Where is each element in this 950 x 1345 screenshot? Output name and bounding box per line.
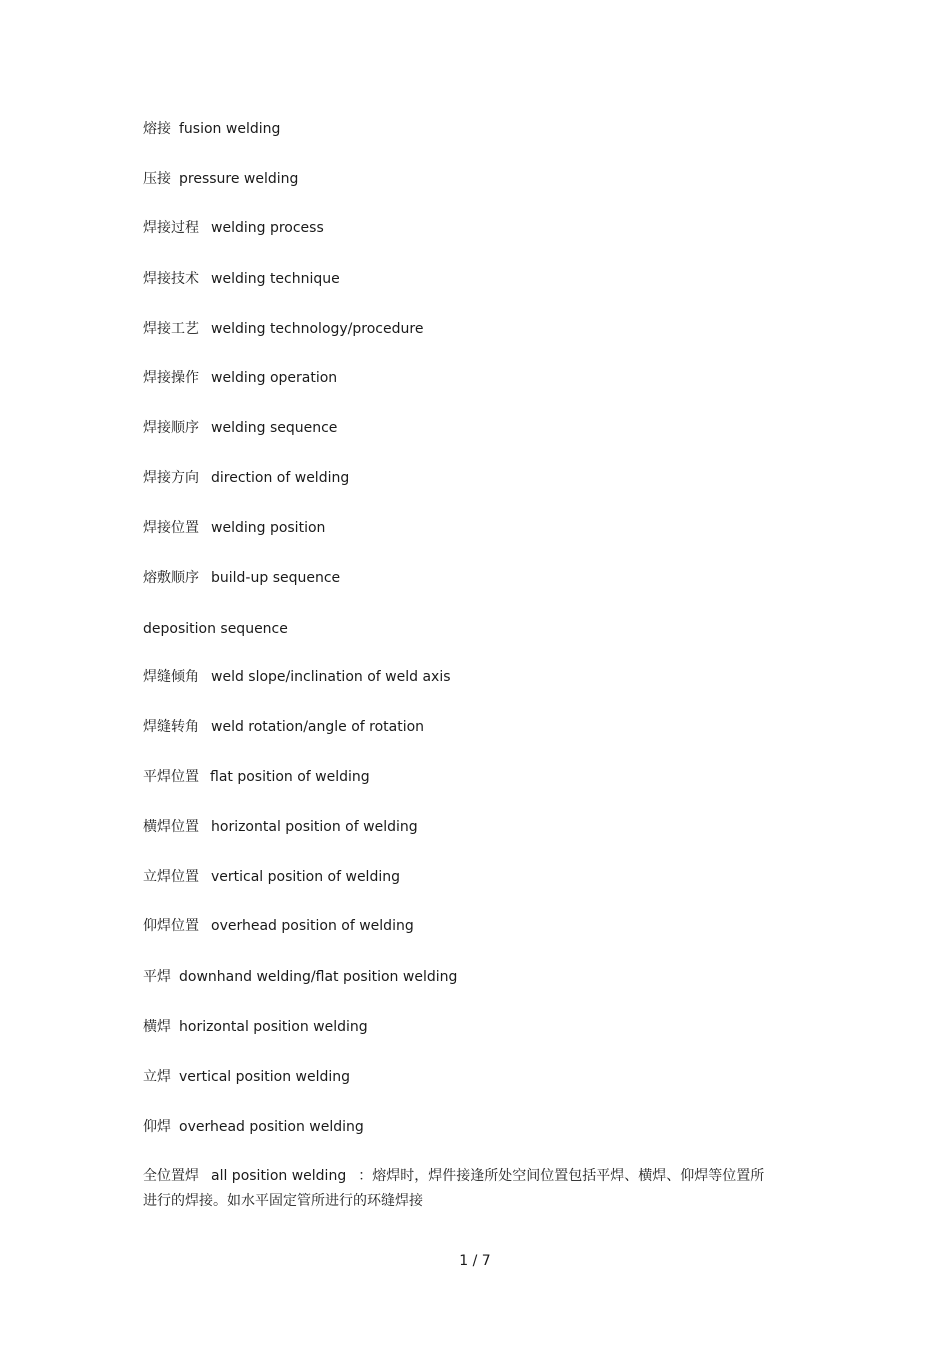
term-english: horizontal position welding <box>179 1019 368 1035</box>
term-entry <box>143 968 457 986</box>
term-definition: 熔焊时，焊件接逢所处空间位置包括平焊、横焊、仰焊等位置所进行的焊接。如水平固定管所进行的环缝焊接 <box>143 1168 765 1209</box>
term-entry-with-definition <box>143 1164 773 1214</box>
term-entry <box>143 419 337 437</box>
term-english: welding technology/procedure <box>211 321 424 337</box>
term-chinese: 焊缝倾角 <box>143 669 199 685</box>
term-english: pressure welding <box>179 171 299 187</box>
term-english: downhand welding/flat position welding <box>179 969 458 985</box>
term-entry <box>143 369 337 387</box>
term-entry <box>143 768 370 786</box>
term-english: welding position <box>211 520 326 536</box>
term-entry <box>143 569 340 587</box>
term-english: overhead position welding <box>179 1119 364 1135</box>
term-entry <box>143 219 324 237</box>
term-english: welding operation <box>211 370 338 386</box>
term-english: build-up sequence <box>211 570 341 586</box>
term-english: horizontal position of welding <box>211 819 418 835</box>
term-chinese: 仰焊位置 <box>143 918 199 934</box>
definition-separator: ： <box>358 1168 373 1184</box>
term-chinese: 熔接 <box>143 121 171 137</box>
term-chinese: 焊缝转角 <box>143 719 199 735</box>
term-chinese: 平焊位置 <box>143 769 199 785</box>
term-chinese: 平焊 <box>143 969 171 985</box>
term-chinese: 横焊位置 <box>143 819 199 835</box>
term-english: deposition sequence <box>143 621 288 637</box>
term-chinese: 全位置焊 <box>143 1168 199 1184</box>
term-english: fusion welding <box>179 121 281 137</box>
term-chinese: 焊接顺序 <box>143 420 199 436</box>
term-chinese: 压接 <box>143 171 171 187</box>
term-entry <box>143 1118 364 1136</box>
term-english: weld rotation/angle of rotation <box>211 719 425 735</box>
term-entry <box>143 120 280 138</box>
term-english: weld slope/inclination of weld axis <box>211 669 451 685</box>
term-entry <box>143 868 400 886</box>
term-entry <box>143 1018 368 1036</box>
term-chinese: 横焊 <box>143 1019 171 1035</box>
term-entry <box>143 668 451 686</box>
term-english: welding technique <box>211 271 340 287</box>
term-entry <box>143 718 424 736</box>
term-chinese: 仰焊 <box>143 1119 171 1135</box>
term-chinese: 焊接方向 <box>143 470 199 486</box>
term-chinese: 焊接位置 <box>143 520 199 536</box>
term-entry <box>143 519 325 537</box>
page-number: 1 / 7 <box>459 1253 491 1269</box>
term-chinese: 焊接工艺 <box>143 321 199 337</box>
term-english: flat position of welding <box>210 769 370 785</box>
term-entry <box>143 620 288 638</box>
term-english: vertical position of welding <box>211 869 400 885</box>
term-entry <box>143 320 423 338</box>
term-entry <box>143 917 414 935</box>
term-entry <box>143 818 418 836</box>
term-english: welding sequence <box>211 420 338 436</box>
term-chinese: 焊接技术 <box>143 271 199 287</box>
term-chinese: 熔敷顺序 <box>143 570 199 586</box>
term-entry <box>143 170 298 188</box>
term-english: direction of welding <box>211 470 350 486</box>
term-english: vertical position welding <box>179 1069 351 1085</box>
term-entry <box>143 1068 350 1086</box>
term-chinese: 焊接操作 <box>143 370 199 386</box>
term-chinese: 立焊 <box>143 1069 171 1085</box>
term-entry <box>143 270 340 288</box>
term-entry <box>143 469 349 487</box>
term-english: overhead position of welding <box>211 918 414 934</box>
term-chinese: 焊接过程 <box>143 220 199 236</box>
term-chinese: 立焊位置 <box>143 869 199 885</box>
term-english: all position welding <box>211 1168 347 1184</box>
term-english: welding process <box>211 220 324 236</box>
